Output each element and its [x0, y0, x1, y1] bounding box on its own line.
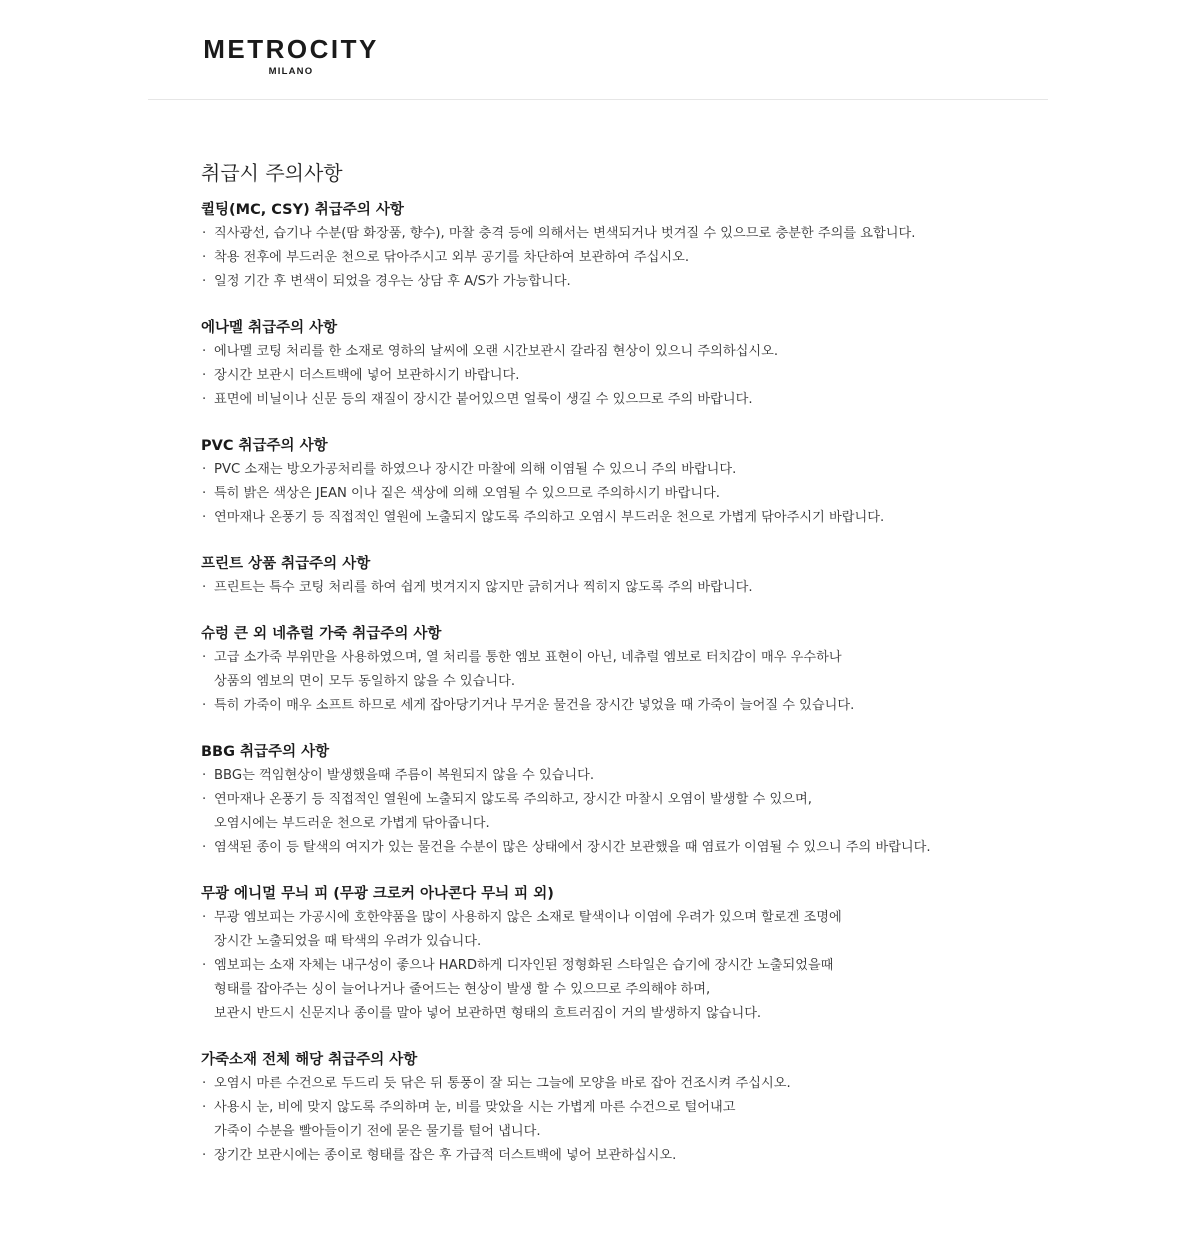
- care-item: [201, 458, 1061, 482]
- section-title: 퀼팅(MC, CSY) 취급주의 사항: [201, 202, 404, 218]
- care-item-line: · 직사광선, 습기나 수분(땀 화장품, 향수), 마찰 충격 등에 의해서는 변색되거나 벗겨질 수 있으므로 충분한 주의를 요합니다.: [214, 226, 916, 241]
- care-item-line: · 염색된 종이 등 탈색의 여지가 있는 물건을 수분이 많은 상태에서 장시간 보관했을 때 염료가 이염될 수 있으니 주의 바랍니다.: [214, 840, 931, 855]
- section-title: 에나멜 취급주의 사항: [201, 320, 338, 336]
- care-item-line: 장시간 노출되었을 때 탁색의 우려가 있습니다.: [214, 934, 482, 949]
- care-item-line: 상품의 엠보의 면이 모두 동일하지 않을 수 있습니다.: [214, 674, 516, 689]
- header: [0, 0, 1200, 100]
- care-item-line: · 장시간 보관시 더스트백에 넣어 보관하시기 바랍니다.: [214, 368, 520, 383]
- care-item: [201, 576, 1061, 600]
- care-section: [201, 198, 1061, 294]
- section-title: BBG 취급주의 사항: [201, 744, 330, 760]
- care-item-line: · 프린트는 특수 코팅 처리를 하여 쉽게 벗겨지지 않지만 긁히거나 찍히지 않도록 주의 바랍니다.: [214, 580, 753, 595]
- care-item: [201, 788, 1061, 836]
- care-item: [201, 1096, 1061, 1144]
- care-item: [201, 836, 1061, 860]
- care-item-line: · 고급 소가죽 부위만을 사용하였으며, 열 처리를 통한 엠보 표현이 아닌, 네츄럴 엠보로 터치감이 매우 우수하나: [214, 650, 842, 665]
- care-item: [201, 1072, 1061, 1096]
- brand-sub: MILANO: [268, 66, 314, 77]
- care-item-line: 가죽이 수분을 빨아들이기 전에 묻은 물기를 털어 냅니다.: [214, 1124, 541, 1139]
- care-item: [201, 694, 1061, 718]
- brand-name: METROCITY: [203, 34, 379, 64]
- care-instructions: [201, 158, 1061, 1190]
- care-section: [201, 622, 1061, 718]
- section-title: 프린트 상품 취급주의 사항: [201, 556, 371, 572]
- care-item: [201, 222, 1061, 246]
- care-section: [201, 552, 1061, 600]
- care-item: [201, 1144, 1061, 1168]
- care-item: [201, 246, 1061, 270]
- care-item-line: · 착용 전후에 부드러운 천으로 닦아주시고 외부 공기를 차단하여 보관하여 주십시오.: [214, 250, 690, 265]
- brand-logo[interactable]: [200, 34, 382, 78]
- care-item: [201, 646, 1061, 694]
- care-item-line: 형태를 잡아주는 싱이 늘어나거나 줄어드는 현상이 발생 할 수 있으므로 주의해야 하며,: [214, 982, 711, 997]
- care-item-line: · 무광 엠보피는 가공시에 호한약품을 많이 사용하지 않은 소재로 탈색이나 이염에 우려가 있으며 할로겐 조명에: [214, 910, 842, 925]
- section-title: 가죽소재 전체 해당 취급주의 사항: [201, 1052, 418, 1068]
- care-item-line: · 연마재나 온풍기 등 직접적인 열원에 노출되지 않도록 주의하고 오염시 부드러운 천으로 가볍게 닦아주시기 바랍니다.: [214, 510, 885, 525]
- care-section: [201, 740, 1061, 860]
- care-item: [201, 340, 1061, 364]
- care-item: [201, 270, 1061, 294]
- care-item-line: · BBG는 꺽임현상이 발생했을때 주름이 복원되지 않을 수 있습니다.: [214, 768, 595, 783]
- care-section: [201, 434, 1061, 530]
- care-item-line: · 일정 기간 후 변색이 되었을 경우는 상담 후 A/S가 가능합니다.: [214, 274, 571, 289]
- care-item-line: 오염시에는 부드러운 천으로 가볍게 닦아줍니다.: [214, 816, 490, 831]
- section-title: 무광 에니멀 무늬 피 (무광 크로커 아나콘다 무늬 피 외): [201, 886, 554, 902]
- care-item: [201, 506, 1061, 530]
- care-section: [201, 316, 1061, 412]
- care-item-line: · 엠보피는 소재 자체는 내구성이 좋으나 HARD하게 디자인된 정형화된 스타일은 습기에 장시간 노출되었을때: [214, 958, 834, 973]
- care-item-line: · 표면에 비닐이나 신문 등의 재질이 장시간 붙어있으면 얼룩이 생길 수 있으므로 주의 바랍니다.: [214, 392, 753, 407]
- section-title: PVC 취급주의 사항: [201, 438, 328, 454]
- care-item-line: · 특히 가죽이 매우 소프트 하므로 세게 잡아당기거나 무거운 물건을 장시간 넣었을 때 가죽이 늘어질 수 있습니다.: [214, 698, 855, 713]
- care-item-line: · 에나멜 코팅 처리를 한 소재로 영하의 날씨에 오랜 시간보관시 갈라짐 현상이 있으니 주의하십시오.: [214, 344, 779, 359]
- section-list: [201, 198, 1061, 1168]
- care-item: [201, 954, 1061, 1026]
- care-item-line: · 오염시 마른 수건으로 두드리 듯 닦은 뒤 통풍이 잘 되는 그늘에 모양을 바로 잡아 건조시켜 주십시오.: [214, 1076, 791, 1091]
- care-item: [201, 364, 1061, 388]
- care-item: [201, 482, 1061, 506]
- header-divider: [148, 99, 1048, 100]
- care-item-line: · 사용시 눈, 비에 맞지 않도록 주의하며 눈, 비를 맞았을 시는 가볍게 마른 수건으로 털어내고: [214, 1100, 736, 1115]
- care-section: [201, 882, 1061, 1026]
- care-item-line: · 특히 밝은 색상은 JEAN 이나 짙은 색상에 의해 오염될 수 있으므로 주의하시기 바랍니다.: [214, 486, 720, 501]
- care-item-line: · 장기간 보관시에는 종이로 형태를 잡은 후 가급적 더스트백에 넣어 보관하십시오.: [214, 1148, 677, 1163]
- page-title: 취급시 주의사항: [201, 161, 343, 185]
- care-section: [201, 1048, 1061, 1168]
- care-item-line: · 연마재나 온풍기 등 직접적인 열원에 노출되지 않도록 주의하고, 장시간 마찰시 오염이 발생할 수 있으며,: [214, 792, 812, 807]
- care-item: [201, 388, 1061, 412]
- care-item: [201, 906, 1061, 954]
- section-title: 슈렁 큰 외 네츄럴 가죽 취급주의 사항: [201, 626, 442, 642]
- care-item-line: · PVC 소재는 방오가공처리를 하였으나 장시간 마찰에 의해 이염될 수 있으니 주의 바랍니다.: [214, 462, 737, 477]
- care-item: [201, 764, 1061, 788]
- care-item-line: 보관시 반드시 신문지나 종이를 말아 넣어 보관하면 형태의 흐트러짐이 거의 발생하지 않습니다.: [214, 1006, 762, 1021]
